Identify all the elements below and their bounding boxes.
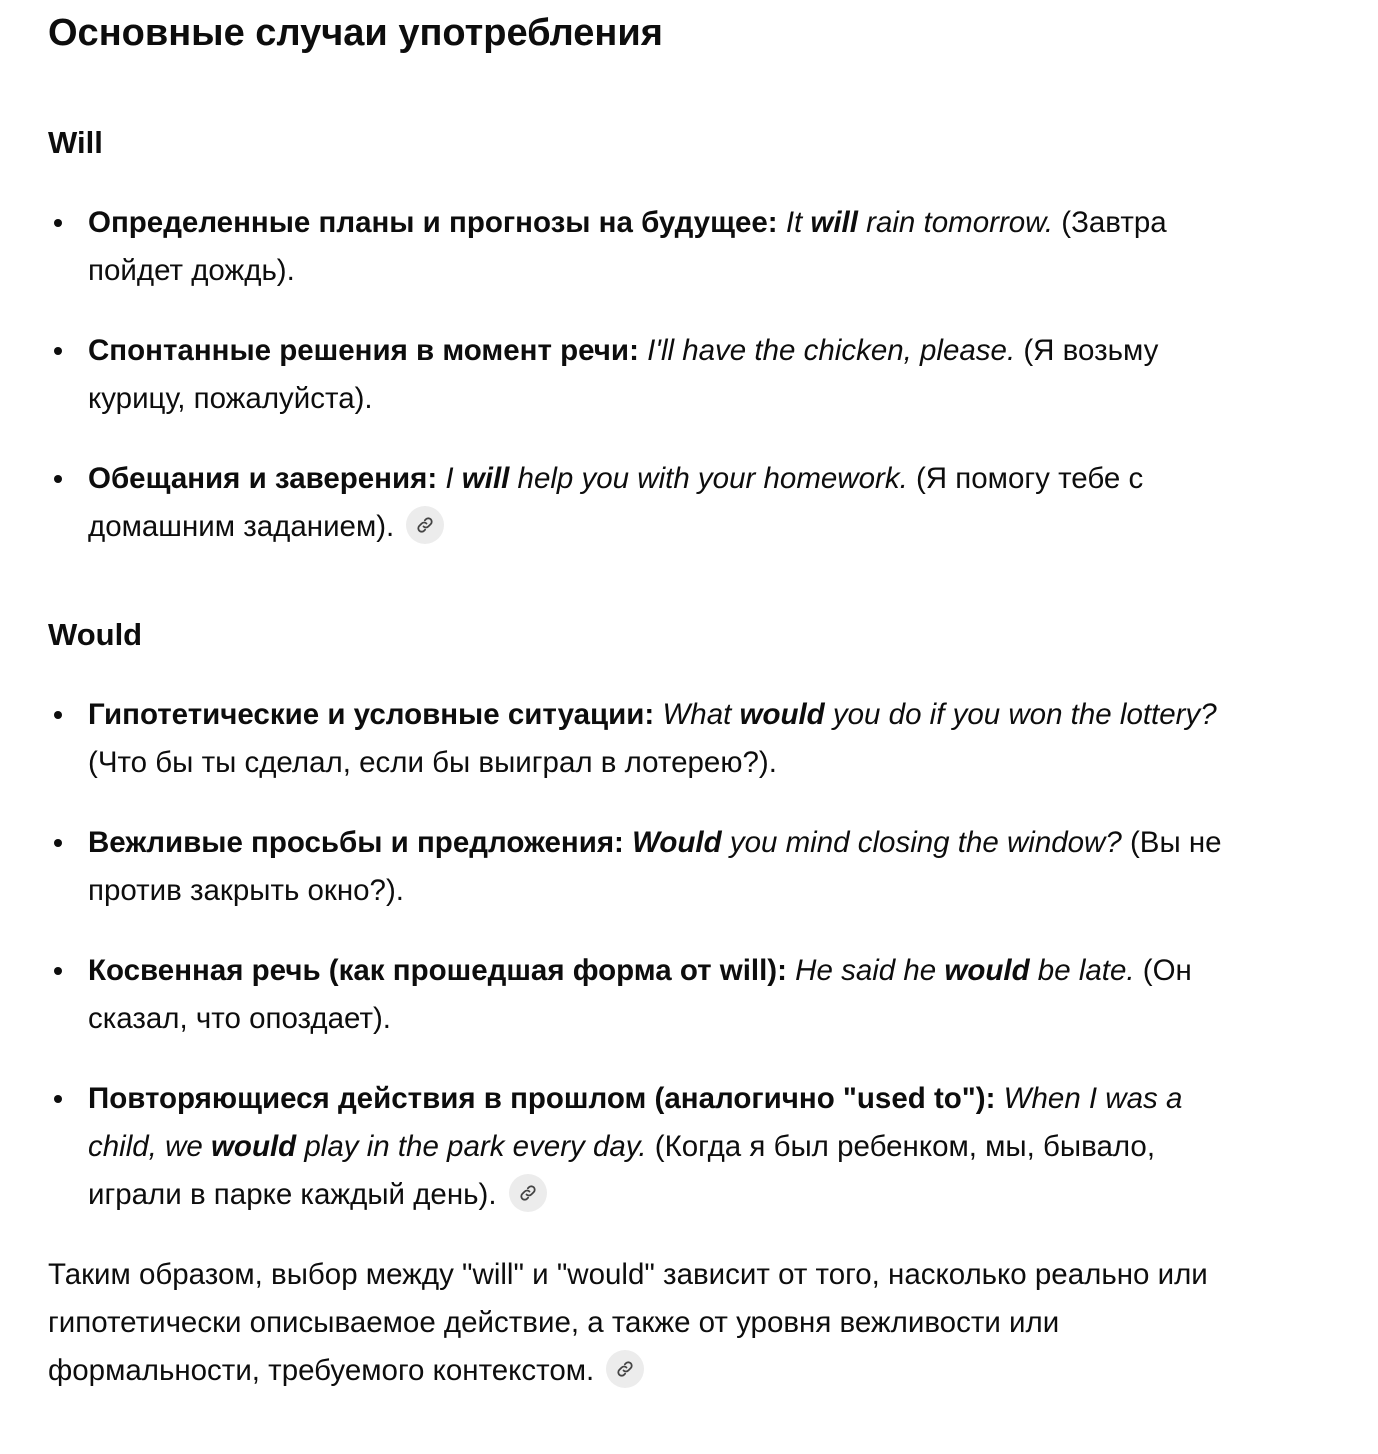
will-item-3-label: Обещания и заверения: (88, 462, 438, 495)
would-item-3 (88, 947, 1343, 1043)
would-item-3-translation-cont: сказал, что опоздает). (88, 1002, 391, 1035)
will-item-2-translation-cont: курицу, пожалуйста). (88, 382, 373, 415)
link-icon (416, 516, 434, 534)
link-icon (616, 1360, 634, 1378)
would-item-3-label: Косвенная речь (как прошедшая форма от will): (88, 954, 787, 987)
would-item-4-label: Повторяющиеся действия в прошлом (аналогично "used to"): (88, 1082, 996, 1115)
will-heading: Will (48, 125, 103, 160)
would-item-1-label: Гипотетические и условные ситуации: (88, 698, 655, 731)
would-item-4-example: When I was a (1003, 1082, 1183, 1115)
would-item-2-translation: (Вы не (1121, 826, 1222, 859)
link-icon (519, 1184, 537, 1202)
would-item-3-example: He said he would be late. (795, 954, 1135, 987)
will-item-2 (88, 327, 1343, 423)
source-link-button[interactable] (606, 1350, 644, 1388)
would-item-4-example-cont: child, we would play in the park every day. (88, 1130, 647, 1163)
would-item-1-example: What would you do if you won the lottery? (662, 698, 1217, 731)
would-item-4 (88, 1075, 1343, 1219)
will-item-3-translation: (Я помогу тебе с (907, 462, 1144, 495)
source-link-button[interactable] (406, 506, 444, 544)
will-item-1-translation: (Завтра (1053, 206, 1167, 239)
conclusion-paragraph (48, 1251, 1338, 1395)
will-item-2-label: Спонтанные решения в момент речи: (88, 334, 639, 367)
will-item-3 (88, 455, 1343, 551)
would-item-2-translation-cont: против закрыть окно?). (88, 874, 404, 907)
will-item-1-label: Определенные планы и прогнозы на будущее: (88, 206, 778, 239)
will-item-1-translation-cont: пойдет дождь). (88, 254, 295, 287)
would-item-4-translation-cont: играли в парке каждый день). (88, 1178, 497, 1211)
would-item-1-translation: (Что бы ты сделал, если бы выиграл в лотерею?). (88, 746, 777, 779)
will-item-2-translation: (Я возьму (1015, 334, 1159, 367)
conclusion-line-2: гипотетически описываемое действие, а также от уровня вежливости или (48, 1306, 1060, 1339)
section-heading: Основные случаи употребления (48, 12, 663, 54)
conclusion-line-3: формальности, требуемого контекстом. (48, 1354, 595, 1387)
will-item-1 (88, 199, 1343, 295)
would-item-1 (88, 691, 1343, 787)
would-item-2 (88, 819, 1343, 915)
will-item-1-example: It will rain tomorrow. (785, 206, 1054, 239)
conclusion-line-1: Таким образом, выбор между "will" и "would" зависит от того, насколько реально или (48, 1258, 1208, 1291)
will-item-2-example: I'll have the chicken, please. (647, 334, 1016, 367)
would-item-4-translation: (Когда я был ребенком, мы, бывало, (646, 1130, 1156, 1163)
source-link-button[interactable] (509, 1174, 547, 1212)
would-item-3-translation: (Он (1134, 954, 1192, 987)
would-item-2-example: Would you mind closing the window? (632, 826, 1122, 859)
would-heading: Would (48, 617, 143, 652)
will-item-3-example: I will help you with your homework. (445, 462, 908, 495)
would-item-2-label: Вежливые просьбы и предложения: (88, 826, 624, 859)
will-item-3-translation-cont: домашним заданием). (88, 510, 395, 543)
